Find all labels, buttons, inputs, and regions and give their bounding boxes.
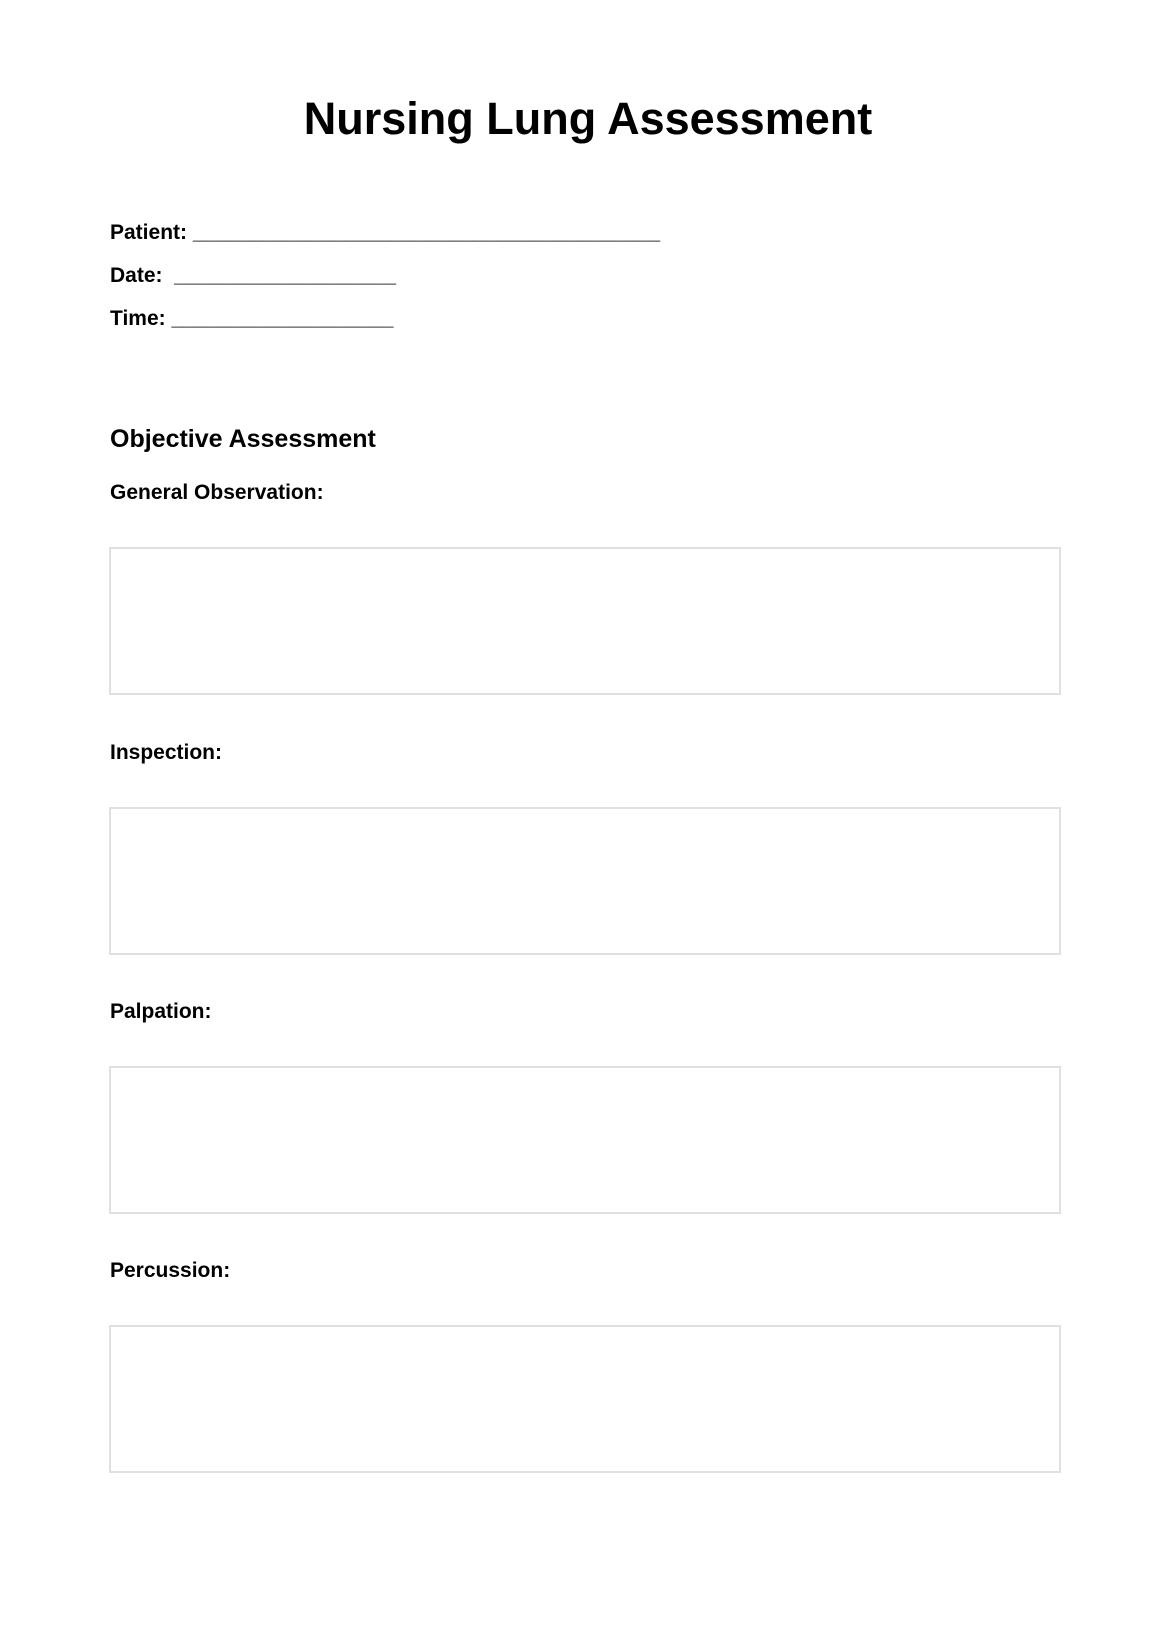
inspection-box[interactable]	[109, 807, 1061, 955]
palpation-label: Palpation:	[110, 1000, 212, 1023]
palpation-box[interactable]	[109, 1066, 1061, 1214]
general-observation-label: General Observation:	[110, 481, 324, 504]
time-blank[interactable]: ___________________	[165, 307, 394, 330]
date-blank[interactable]: ___________________	[162, 264, 397, 287]
general-observation-box[interactable]	[109, 547, 1061, 695]
percussion-label: Percussion:	[110, 1259, 231, 1282]
time-field[interactable]	[110, 306, 393, 332]
date-label: Date:	[110, 264, 163, 287]
section-heading-objective-assessment: Objective Assessment	[110, 425, 376, 453]
time-label: Time:	[110, 307, 166, 330]
inspection-label: Inspection:	[110, 741, 223, 764]
percussion-box[interactable]	[109, 1325, 1061, 1473]
patient-blank[interactable]: ________________________________________	[187, 221, 661, 244]
patient-label: Patient:	[110, 221, 188, 244]
document-title: Nursing Lung Assessment	[303, 93, 873, 144]
patient-field[interactable]	[110, 220, 660, 246]
date-field[interactable]	[110, 263, 396, 289]
